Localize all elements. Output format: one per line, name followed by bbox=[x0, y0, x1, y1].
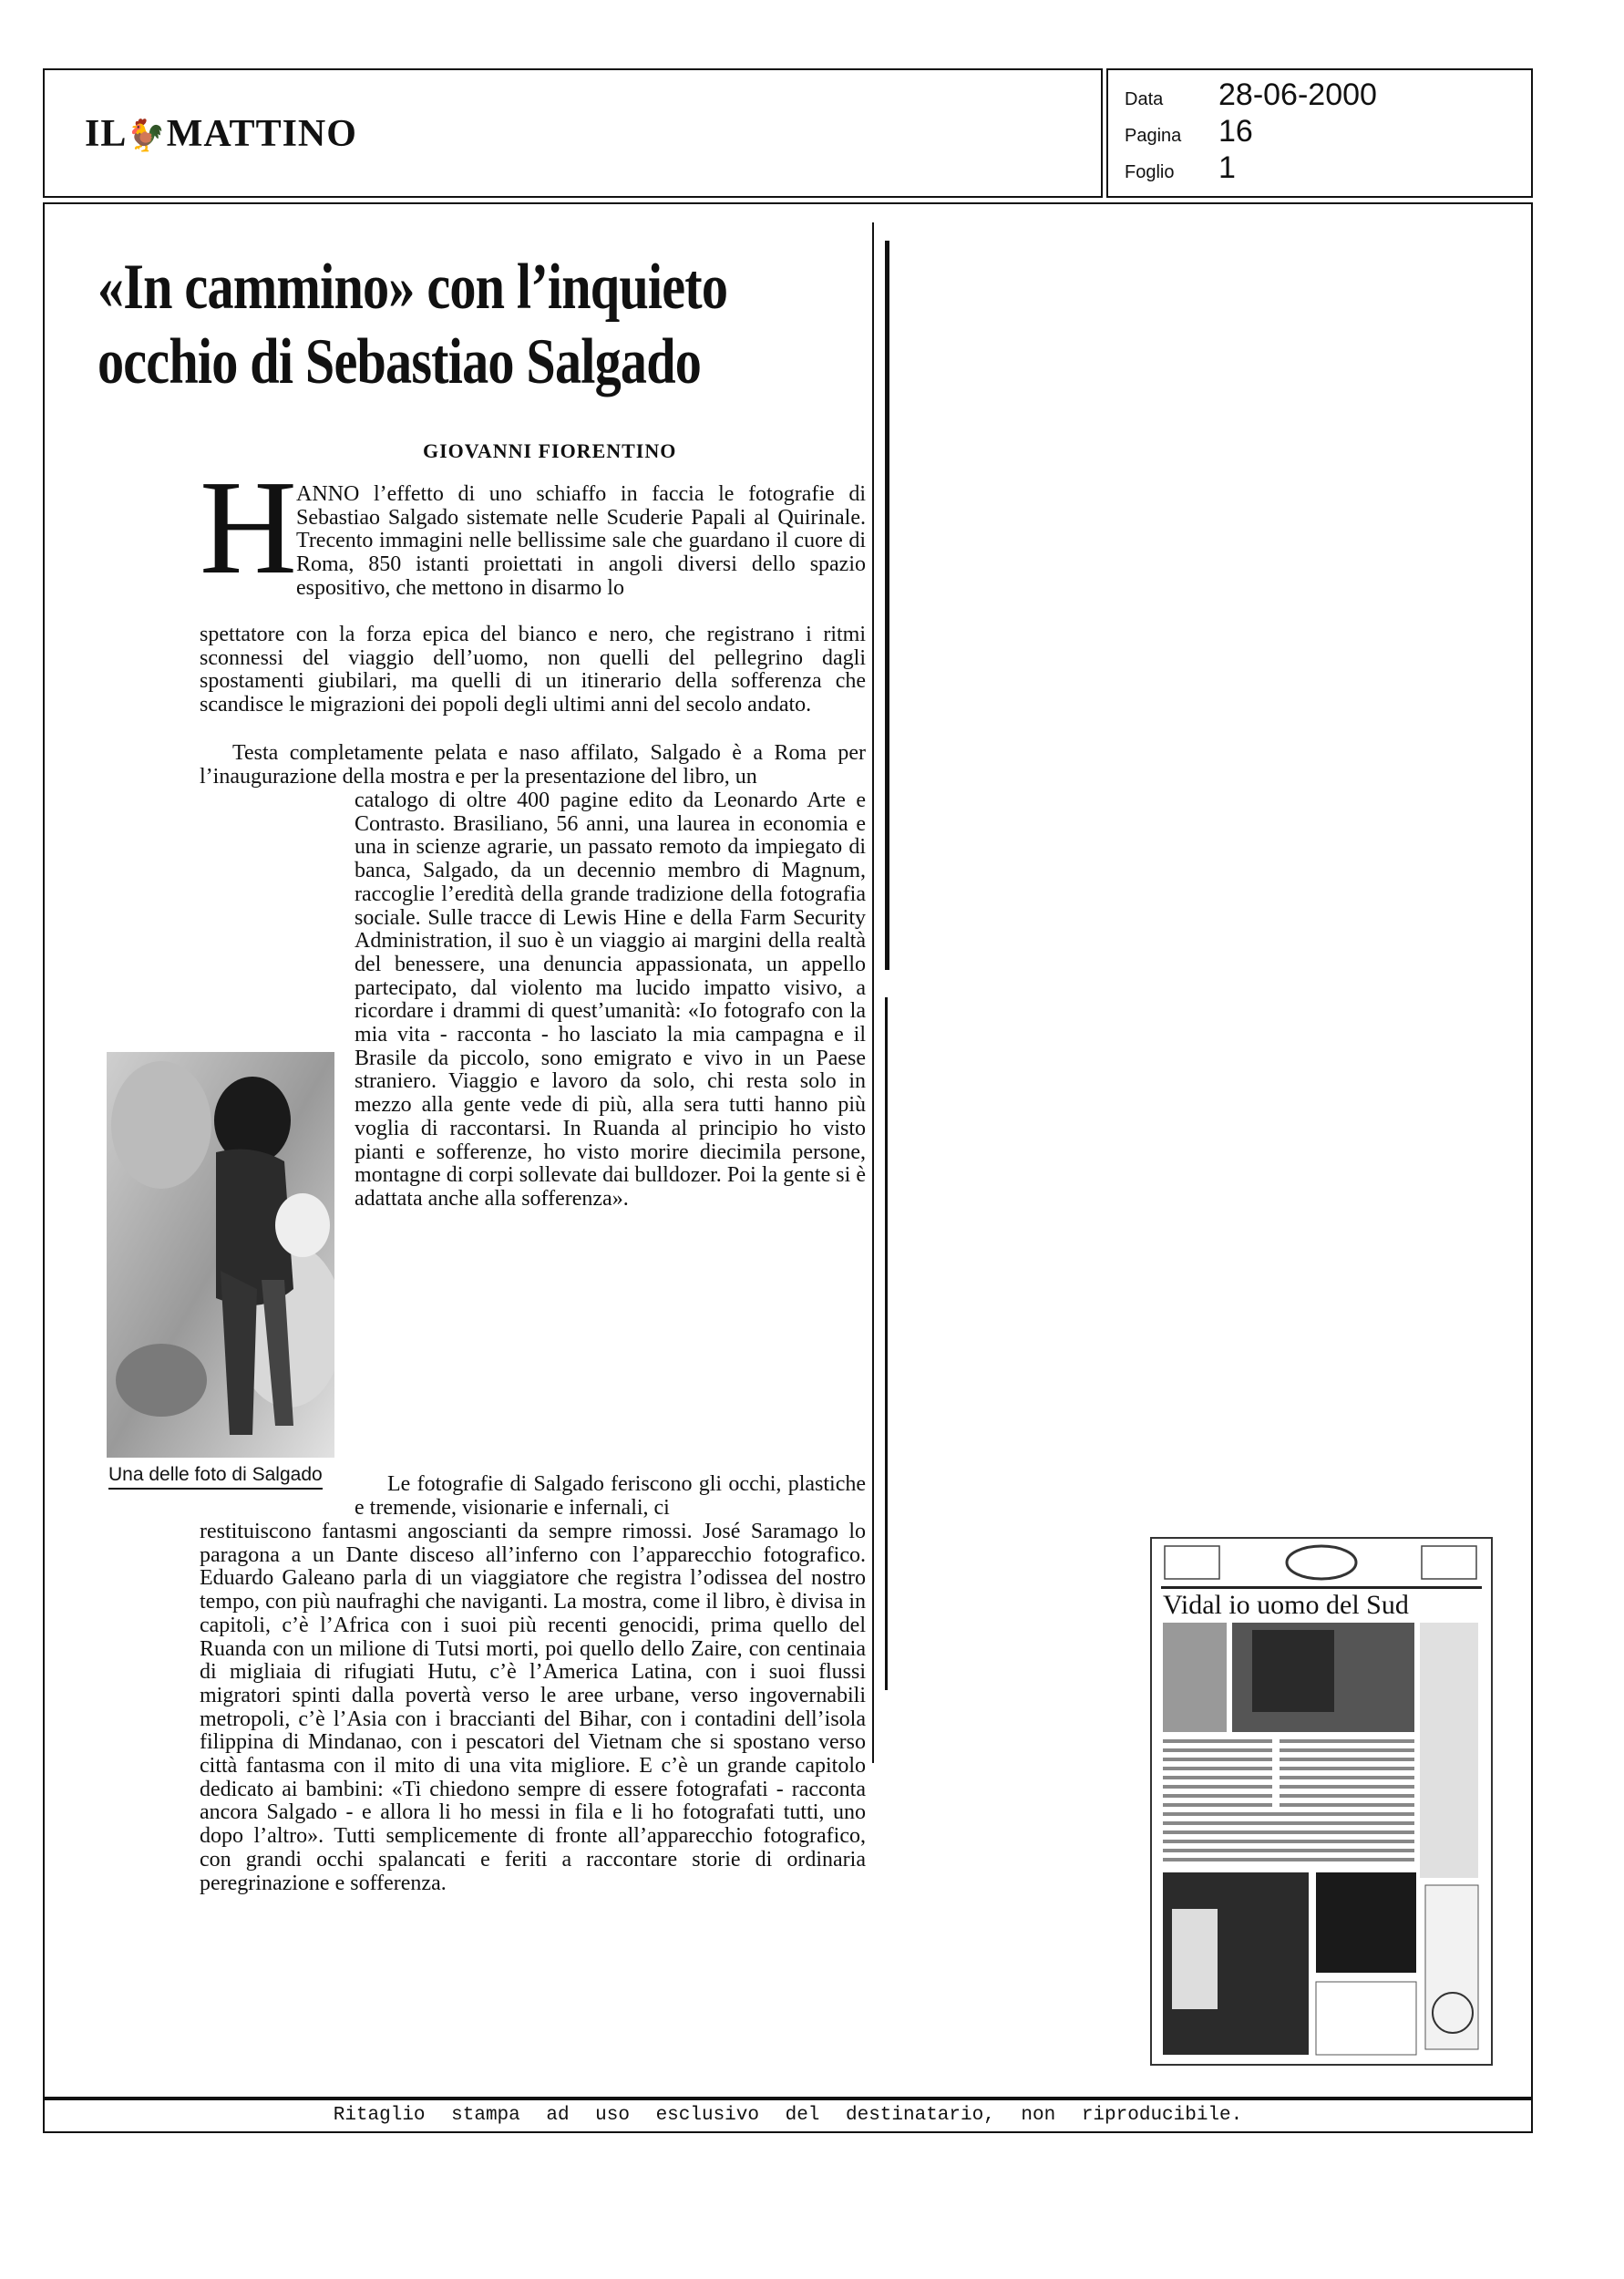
side-bar-rule bbox=[885, 241, 889, 970]
drop-cap: H bbox=[200, 453, 297, 603]
page-label: Pagina bbox=[1125, 126, 1182, 146]
paragraph-3-narrow: Le fotografie di Salgado feriscono gli occhi, plastiche e tremende, visionarie e infernali, ci bbox=[355, 1472, 866, 1520]
paragraph-2-narrow: catalogo di oltre 400 pagine edito da Leonardo Arte e Contrasto. Brasiliano, 56 anni, una laurea in economia e una in scienze agrarie, un passato remoto da impiegato di banca, Salgado, da un decennio membro di Magnum, raccoglie l’eredità della grande tradizione della fotografia sociale. Sulle tracce di Lewis Hine e della Farm Security Administration, il suo è un viaggio ai margini della realtà del benessere, una denuncia appassionata, un appello partecipato, dal violento ma lucido impatto visivo, a ricordare i drammi di quest’umanità: «Io fotografo con la mia vita - racconta - ho lasciato la mia campagna e il Brasile da piccolo, sono emigrato e vivo in un Paese straniero. Viaggio e lavoro da solo, chi resta solo in mezzo alla gente vede di più, alla sera tutti hanno più voglia di raccontarsi. In Ruanda al principio ho visto pianti e sofferenze, ho visto morire diecimila persone, montagne di corpi sollevate dai bulldozer. Poi la gente si è adattata anche alla sofferenza». bbox=[355, 789, 866, 1211]
column-rule bbox=[872, 222, 874, 1763]
sheet-row bbox=[1125, 150, 1236, 186]
clipping-area bbox=[43, 202, 1533, 2099]
newspaper-logo: IL🐓MATTINO bbox=[85, 113, 357, 155]
metadata-box bbox=[1106, 68, 1533, 198]
paragraph-1-rest: spettatore con la forza epica del bianco e nero, che registrano i ritmi sconnessi del viaggio dell’uomo, non quelli del pellegrino dagli spostamenti giubilari, ma quelli di un itinerario della sofferenza che scandisce le migrazioni dei popoli degli ultimi anni del secolo andato. bbox=[200, 623, 866, 717]
page-thumbnail bbox=[1150, 1537, 1493, 2066]
footer-box bbox=[43, 2099, 1533, 2133]
rooster-icon: 🐓 bbox=[127, 119, 167, 153]
thumbnail-image bbox=[1152, 1539, 1491, 2064]
paragraph-1-first: l’effetto di uno schiaffo in faccia le fotografie di Sebastiao Salgado sistemate nelle Scuderie Papali al Quirinale. Trecento immagini nelle bellissime sale che guardano il cuore di Roma, 850 istanti proiettati in angoli diversi dello spazio espositivo, che mettono in disarmo lo bbox=[296, 482, 866, 600]
article-title bbox=[98, 250, 733, 399]
lead-in: ANNO bbox=[296, 482, 360, 506]
side-bar-rule-2 bbox=[885, 997, 888, 1690]
page-row bbox=[1125, 114, 1253, 150]
title-line-2: occhio di Sebastiao Salgado bbox=[98, 326, 702, 397]
byline: GIOVANNI FIORENTINO bbox=[423, 439, 677, 462]
photo-caption: Una delle foto di Salgado bbox=[108, 1464, 323, 1490]
article-photo bbox=[107, 1052, 334, 1458]
date-value: 28-06-2000 bbox=[1218, 77, 1377, 112]
paragraph-1-intro bbox=[296, 483, 866, 601]
footer-disclaimer: Ritaglio stampa ad uso esclusivo del destinatario, non riproducibile. bbox=[333, 2105, 1243, 2126]
sheet-value: 1 bbox=[1218, 150, 1236, 185]
date-label: Data bbox=[1125, 89, 1164, 109]
paragraph-3-wide: restituiscono fantasmi angoscianti da sempre rimossi. José Saramago lo paragona a un Dante disceso all’inferno con l’apparecchio fotografico. Eduardo Galeano parla di un viaggiatore che registra l’odissea del nostro tempo, con più naufraghi che naviganti. La mostra, come il libro, è divisa in capitoli, c’è l’Africa con i suoi più recenti genocidi, prima quello del Ruanda con un milione di Tutsi morti, poi quello dello Zaire, con centinaia di migliaia di rifugiati Hutu, c’è l’America Latina, con i suoi flussi migratori spinti dalla povertà verso le aree urbane, verso ingovernabili metropoli, c’è l’Asia con i braccianti del Bihar, con i contadini dell’isola filippina di Mindanao, con i pescatori del Vietnam che si spostano verso città fantasma con il mito di una vita migliore. E c’è un grande capitolo dedicato ai bambini: «Ti chiedono sempre di essere fotografati - racconta ancora Salgado - e allora li ho messi in fila e li ho fotografati tutti, uno dopo l’altro». Tutti semplicemente di fronte all’apparecchio fotografico, con grandi occhi spalancati e feriti a raccontare storie di ordinaria peregrinazione e sofferenza. bbox=[200, 1520, 866, 1895]
sheet-label: Foglio bbox=[1125, 162, 1175, 182]
masthead-box bbox=[43, 68, 1103, 198]
title-line-1: «In cammino» con l’inquieto bbox=[98, 252, 728, 323]
paragraph-2-wide: Testa completamente pelata e naso affilato, Salgado è a Roma per l’inaugurazione della mostra e per la presentazione del libro, un bbox=[200, 741, 866, 789]
photo-image bbox=[107, 1052, 334, 1458]
page-value: 16 bbox=[1218, 114, 1253, 149]
date-row bbox=[1125, 77, 1377, 113]
thumb-headline: Vidal io uomo del Sud bbox=[1163, 1590, 1409, 1620]
